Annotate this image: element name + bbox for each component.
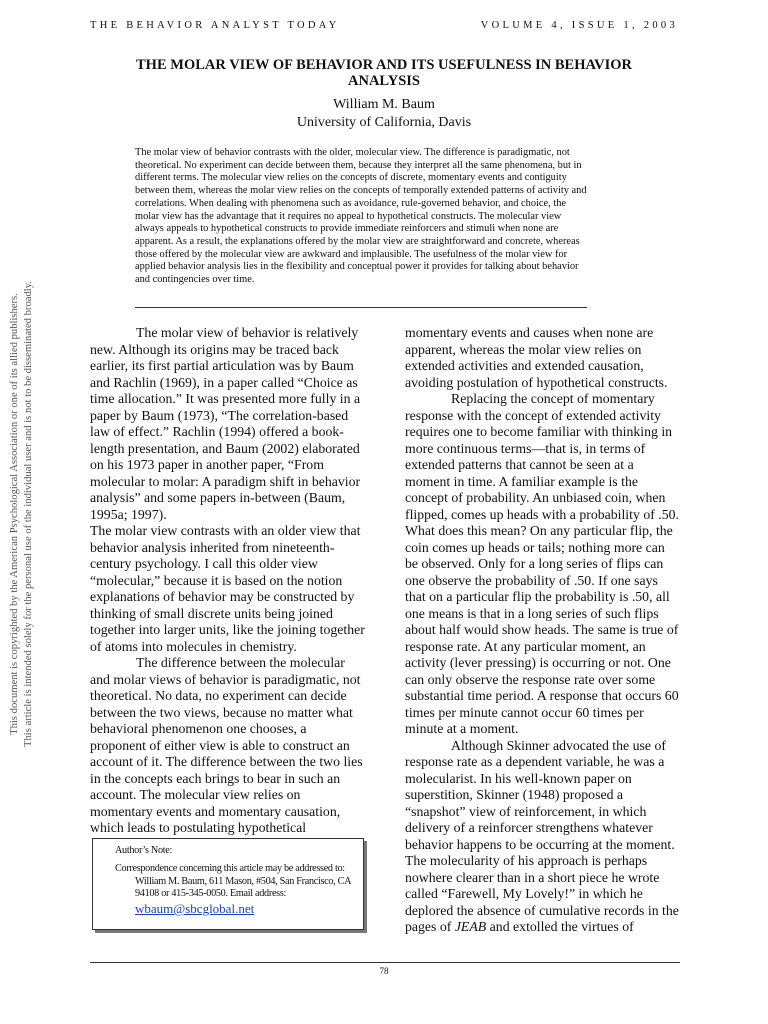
paragraph <box>405 738 681 936</box>
left-column <box>90 325 365 837</box>
volume-issue: VOLUME 4, ISSUE 1, 2003 <box>480 20 678 31</box>
right-column <box>405 325 681 936</box>
paragraph: Replacing the concept of momentary response with the concept of extended activity requires one to become familiar with thinking in more continuous terms—that is, in terms of extended patterns that cannot be seen at a moment in time. A familiar example is the concept of probability. An unbiased coin, when flipped, comes up heads with a probability of .50. What does this mean? On any particular flip, the coin comes up heads or tails; nothing more can be observed. Only for a long series of flips can one observe the probability of .50. If one says that on a particular flip the probability is .50, all one means is that in a long series of such flips about half would show heads. The same is true of response rate. At any particular moment, an activity (lever pressing) is occurring or not. One can only observe the response rate over some substantial time period. A response that occurs 60 times per minute cannot occur 60 times per minute at a moment. <box>405 391 679 736</box>
paragraph: The difference between the molecular and molar views of behavior is paradigmatic, not theoretical. No data, no experiment can decide between the two views, because no matter what behavioral phenomenon one chooses, a proponent of either view is able to construct an account of it. The difference between the two lies in the concepts each brings to bear in such an account. The molecular view relies on momentary events and momentary causation, which leads to postulating hypothetical <box>90 655 363 835</box>
paragraph: The molar view of behavior is relatively new. Although its origins may be traced back earlier, its first partial articulation was by Baum and Rachlin (1969), in a paper called “Choice as time allocation.” It was presented more fully in a paper by Baum (1973), “The correlation-based law of effect.” Rachlin (1994) offered a book-length presentation, and Baum (2002) elaborated on his 1973 paper in another paper, “From molecular to molar: A paradigm shift in behavior analysis” and some papers in-between (Baum, 1995a; 1997). <box>90 325 361 522</box>
journal-name: THE BEHAVIOR ANALYST TODAY <box>90 20 340 31</box>
copyright-notice <box>8 179 36 849</box>
author-note-body <box>115 863 351 901</box>
paragraph-text: Although Skinner advocated the use of response rate as a dependent variable, he was a molecularist. In his well-known paper on superstition, Skinner (1948) proposed a “snapshot” view of reinforcement, in which delivery of a reinforcer strengthens whatever behavior happens to be occurring at the moment. The molecularity of his approach is perhaps nowhere clearer than in a short piece he wrote called “Farewell, My Lovely!” in which he deplored the absence of cumulative records in the pages of <box>405 737 679 934</box>
page-number: 78 <box>379 966 389 976</box>
author-note-address: William M. Baum, 611 Mason, #504, San Francisco, CA 94108 or 415-345-0050. Email address: <box>135 875 351 899</box>
copyright-notice-line-2: This article is intended solely for the personal use of the individual user and is not to be disseminated broadly. <box>23 281 34 747</box>
email-link[interactable]: wbaum@sbcglobal.net <box>135 901 255 916</box>
author-note-line: Correspondence concerning this article may be addressed to: <box>115 863 345 874</box>
article-title: THE MOLAR VIEW OF BEHAVIOR AND ITS USEFULNESS IN BEHAVIOR ANALYSIS <box>136 57 632 89</box>
author-affiliation: University of California, Davis <box>296 115 472 130</box>
paragraph-text: and extolled the virtues of <box>486 919 634 934</box>
copyright-notice-line-1: This document is copyrighted by the American Psychological Association or one of its allied publishers. <box>9 293 20 735</box>
footer-divider <box>90 962 680 963</box>
author-note-box <box>92 838 364 930</box>
journal-abbreviation: JEAB <box>454 919 487 934</box>
abstract-divider <box>135 307 587 308</box>
author-note-label: Author’s Note: <box>115 845 173 856</box>
paragraph: The molar view contrasts with an older view that behavior analysis inherited from nineteenth-century psychology. I call this older view “molecular,” because it is based on the notion explanations of behavior may be constructed by thinking of small discrete units being joined together into larger units, like the joining together of atoms into molecules in chemistry. <box>90 523 365 654</box>
author-name: William M. Baum <box>333 97 435 112</box>
paragraph: momentary events and causes when none are apparent, whereas the molar view relies on extended activities and extended causation, avoiding postulation of hypothetical constructs. <box>405 325 668 390</box>
abstract: The molar view of behavior contrasts with the older, molecular view. The difference is paradigmatic, not theoretical. No experiment can decide between them, because they interpret all the same phenomena, but in different terms. The molecular view relies on the concepts of discrete, momentary events and contiguity between them, whereas the molar view relies on the concepts of temporally extended patterns of activity and correlations. When dealing with phenomena such as avoidance, rule-governed behavior, and choice, the molar view has the advantage that it requires no appeal to hypothetical constructs. The molecular view always appeals to hypothetical constructs to provide immediate reinforcers and stimuli when none are apparent. As a result, the explanations offered by the molar view are straightforward and concrete, whereas those offered by the molecular view are awkward and implausible. The usefulness of the molar view for applied behavior analysis lies in the flexibility and conceptual power it provides for talking about behavior and contingencies over time. <box>135 147 587 286</box>
